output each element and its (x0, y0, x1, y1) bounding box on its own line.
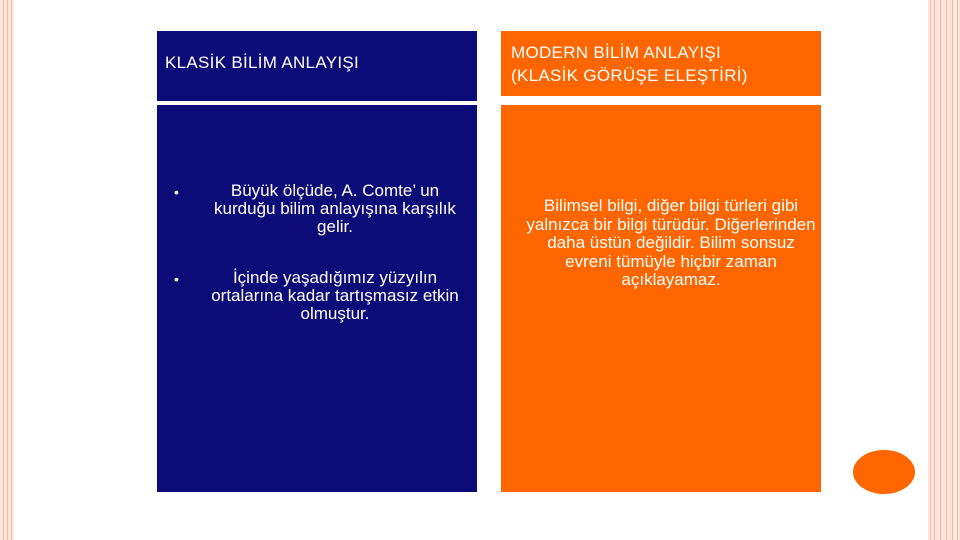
klasik-bullet-text: İçinde yaşadığımız yüzyılın ortalarına kadar tartışmasız etkin olmuştur. (211, 268, 459, 323)
klasik-heading: KLASİK BİLİM ANLAYIŞI (165, 53, 360, 72)
modern-body-text: Bilimsel bilgi, diğer bilgi türleri gibi yalnızca bir bilgi türüdür. Diğerlerinden daha üstün değildir. Bilim sonsuz evreni tümüyle hiçbir zaman açıklayamaz. (526, 196, 816, 289)
modern-content-box (501, 105, 821, 492)
klasik-content-box (157, 105, 477, 492)
decorative-circle (853, 450, 915, 494)
left-decorative-border (0, 0, 14, 540)
modern-heading-line1: MODERN BİLİM ANLAYIŞI (511, 43, 722, 62)
right-decorative-border (928, 0, 960, 540)
modern-heading-box (501, 31, 821, 96)
klasik-heading-box (157, 31, 477, 101)
klasik-bullet-text: Büyük ölçüde, A. Comte’ un kurduğu bilim anlayışına karşılık gelir. (214, 181, 456, 236)
bullet-icon: • (174, 184, 179, 200)
modern-heading-line2: (KLASİK GÖRÜŞE ELEŞTİRİ) (511, 66, 748, 85)
bullet-icon: • (174, 271, 179, 287)
